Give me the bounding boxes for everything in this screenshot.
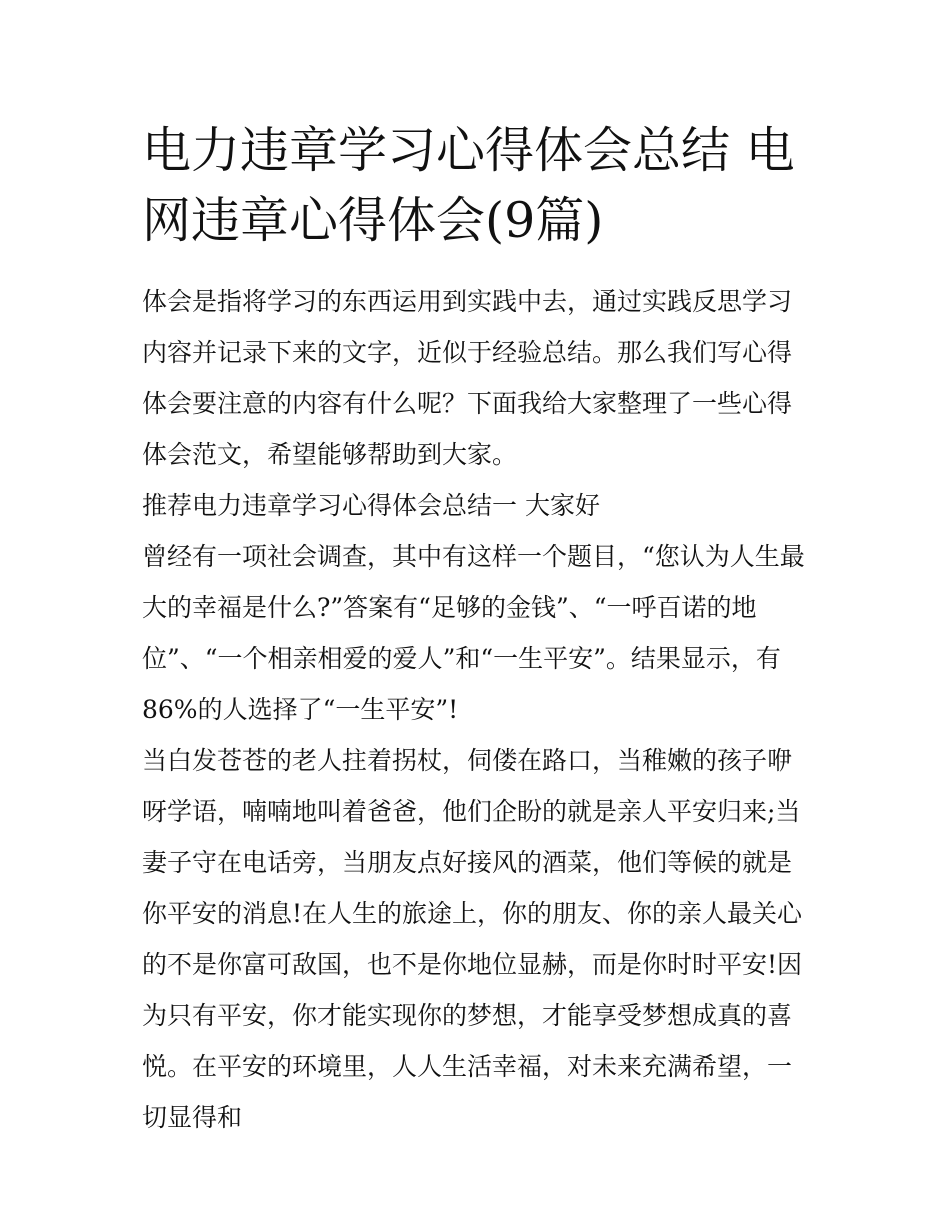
document-title: 电力违章学习心得体会总结 电网违章心得体会(9篇): [142, 122, 795, 249]
safety-paragraph: 当白发苍苍的老人拄着拐杖，伺偻在路口，当稚嫩的孩子咿呀学语，喃喃地叫着爸爸，他们企盼的就是亲人平安归来;当妻子守在电话旁，当朋友点好接风的酒菜，他们等候的就是你平安的消息!在人生的旅途上，你的朋友、你的亲人最关心的不是你富可敌国，也不是你地位显赫，而是你时时平安!因为只有平安，你才能实现你的梦想，才能享受梦想成真的喜悦。在平安的环境里，人人生活幸福，对未来充满希望，一切显得和: [142, 746, 803, 1132]
intro-paragraph: 体会是指将学习的东西运用到实践中去，通过实践反思学习内容并记录下来的文字，近似于经验总结。那么我们写心得体会要注意的内容有什么呢？下面我给大家整理了一些心得体会范文，希望能够帮助到大家。: [142, 287, 793, 469]
survey-paragraph: 曾经有一项社会调查，其中有这样一个题目，“您认为人生最大的幸福是什么?”答案有“足够的金钱”、“一呼百诺的地位”、“一个相亲相爱的爱人”和“一生平安”。结果显示，有86%的人选择了“一生平安”!: [142, 542, 805, 724]
section-heading: 推荐电力违章学习心得体会总结一 大家好: [142, 491, 600, 520]
document-body: [142, 276, 814, 1143]
